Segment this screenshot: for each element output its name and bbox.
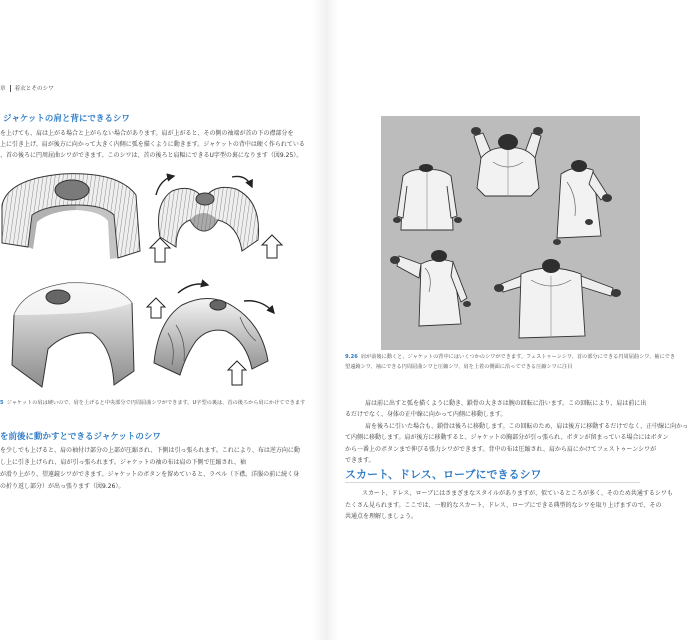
body-line: 、首の後ろに円周屈曲シワができます。このシワは、首の後ろと肩幅にできるU字型の裏になります（図9.25）。 bbox=[0, 152, 303, 159]
body-line: 肩を後ろに引いた場合も、鎖骨は後ろに移動します。この回転のため、肩は後方に移動するだけでなく、正中線に向かっ bbox=[365, 423, 688, 430]
right-page bbox=[340, 0, 688, 640]
running-head bbox=[0, 84, 54, 92]
curved-arrow-icon bbox=[232, 176, 252, 187]
striped-shoulder-form bbox=[2, 174, 140, 259]
body-line: たくさん見られます。ここでは、一般的なスカート、ドレス、ローブにできる典型的なシワを取り上げますので、その bbox=[345, 502, 662, 509]
figure-jacket-shoulder-motion bbox=[381, 116, 640, 350]
body-line: を少しでも上げると、肩の袖付け部分の上部が圧縮され、下側は引っ張られます。これにより、布は逆方向に動 bbox=[0, 447, 300, 454]
body-line: 共通点を理解しましょう。 bbox=[345, 513, 418, 520]
body-line: から一番上のボタンまで伸びる張力シワができます。背中の布は圧縮され、肩から肩にかけてフェストゥーンシワが bbox=[345, 446, 657, 453]
up-arrow-icon bbox=[262, 235, 282, 258]
jacket-arm-raised-side bbox=[390, 250, 471, 326]
body-line: し上に引き上げられ、肩が引っ張られます。ジャケットの袖の布は肩の下側で圧縮され、袖 bbox=[0, 459, 246, 466]
smooth-shoulder-form bbox=[12, 283, 134, 387]
body-line: が滑り上がり、望遠鏡シワができます。ジャケットのボタンを留めていると、ラペル（下襟。洋服の前に続く身 bbox=[0, 471, 300, 478]
body-line: できます。 bbox=[345, 457, 375, 464]
section-heading-jacket-arm-movement: を前後に動かすとできるジャケットのシワ bbox=[0, 432, 161, 442]
figure-caption-text: ジャケットの肩は硬いので、肩を上げると中央部分で円周屈曲シワができます。U字型の裏は、首の後ろから肩にかけてできます bbox=[6, 400, 306, 406]
figure-number: 9.26 bbox=[345, 354, 358, 360]
figure-number: 5 bbox=[0, 400, 4, 406]
section-divider bbox=[345, 482, 640, 483]
curved-arrow-icon bbox=[178, 284, 208, 293]
striped-shoulder-form-raised bbox=[159, 187, 259, 251]
body-line: 肩は前に出すと弧を描くように動き、鎖骨の大きさは腕の回転に沿います。この回転により、肩は前に出 bbox=[365, 400, 647, 407]
left-page bbox=[0, 0, 304, 640]
up-arrow-icon bbox=[147, 298, 165, 318]
page-gutter bbox=[312, 0, 338, 640]
draped-shoulder-form-raised bbox=[154, 298, 268, 375]
body-line: を上げても、肩は上がる場合と上がらない場合があります。肩が上がると、その側の袖端が首の下の襟部分を bbox=[0, 130, 294, 137]
chapter-label: 章 bbox=[0, 86, 6, 92]
figure-caption-right-line-1 bbox=[345, 354, 675, 361]
jacket-arms-extended bbox=[494, 259, 621, 338]
figure-caption-right-line-2: 望遠鏡シワ、袖にできる円周屈曲シワと圧縮シワ、肩を上着の側面に沿ってできる圧縮シワに注目 bbox=[345, 364, 573, 370]
running-head-divider bbox=[10, 85, 11, 92]
jacket-back-neutral bbox=[393, 164, 462, 230]
body-line: るだけでなく、身体の正中線に向かって内側に移動します。 bbox=[345, 411, 507, 418]
figure-shoulder-forms bbox=[0, 165, 300, 395]
curved-arrow-icon bbox=[244, 301, 274, 313]
section-heading-jacket-shoulder-back: ジャケットの肩と背にできるシワ bbox=[3, 114, 130, 124]
chapter-title: 着衣とそのシワ bbox=[14, 86, 54, 92]
body-line: の折り返し部分）が出っ張ります（図9.26）。 bbox=[0, 483, 125, 490]
jacket-illustrations bbox=[381, 116, 640, 350]
jacket-arms-raised bbox=[471, 127, 543, 196]
jacket-arm-forward bbox=[553, 160, 612, 245]
figure-caption-text: 肩が前後に動くと、ジャケットの背中にはいくつかのシワができます。フェストゥーンシワ、首の部分にできる円周屈曲シワ、袖にでき bbox=[360, 354, 676, 360]
body-line: 上に引き上げ、肩が後方に向かって大きく内側に弧を描くように動きます。ジャケットの背中は硬く作られている bbox=[0, 141, 305, 148]
section-heading-skirts-dresses-robes: スカート、ドレス、ローブにできるシワ bbox=[345, 468, 542, 481]
up-arrow-icon bbox=[228, 361, 246, 385]
body-line: スカート、ドレス、ローブにはさまざまなスタイルがありますが、似ているところが多く、そのため共通するシワも bbox=[362, 490, 673, 497]
body-line: て内側に移動します。肩が後方に移動すると、ジャケットの胸部分が引っ張られ、ボタンが留まっている場合にはボタン bbox=[345, 434, 669, 441]
figure-caption-left bbox=[0, 400, 305, 407]
